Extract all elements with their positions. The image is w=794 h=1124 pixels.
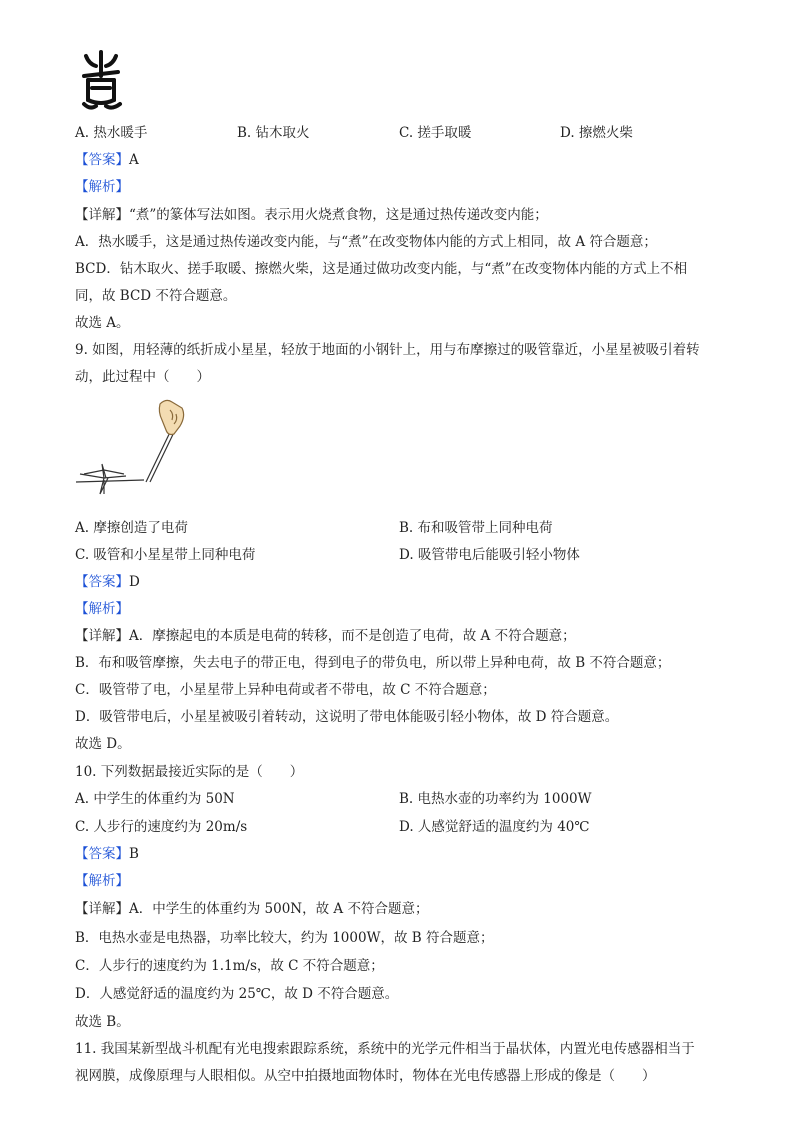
- q10-option-a: A. 中学生的体重约为 50N: [75, 791, 235, 807]
- q8-option-d: D. 擦燃火柴: [560, 125, 633, 141]
- q8-option-c: C. 搓手取暖: [399, 125, 472, 141]
- q10-option-d: D. 人感觉舒适的温度约为 40℃: [399, 819, 590, 835]
- q8-detail: 【详解】“煮”的篆体写法如图。表示用火烧煮食物，这是通过热传递改变内能；: [75, 207, 548, 223]
- q8-analysis-tag: 【解析】: [75, 179, 129, 195]
- q10-stem: 10. 下列数据最接近实际的是（ ）: [75, 764, 304, 780]
- q10-line-2: B．电热水壶是电热器，功率比较大，约为 1000W，故 B 符合题意；: [75, 930, 494, 946]
- q8-line-2: BCD．钻木取火、搓手取暖、擦燃火柴，这是通过做功改变内能，与“煮”在改变物体内能的方式上不相: [75, 261, 688, 277]
- q8-option-b: B. 钻木取火: [237, 125, 310, 141]
- seal-script-zhu-figure: [76, 50, 126, 112]
- q10-answer: [75, 845, 139, 863]
- q9-line-4: D．吸管带电后，小星星被吸引着转动，这说明了带电体能吸引轻小物体，故 D 符合题意。: [75, 709, 619, 725]
- q8-conclusion: 故选 A。: [75, 315, 130, 331]
- answer-tag: 【答案】: [75, 574, 129, 590]
- q9-option-a: A. 摩擦创造了电荷: [75, 520, 188, 536]
- q9-stem-line-2: 动，此过程中（ ）: [75, 369, 210, 385]
- q9-option-d: D. 吸管带电后能吸引轻小物体: [399, 547, 580, 563]
- q10-line-3: C．人步行的速度约为 1.1m/s，故 C 不符合题意；: [75, 958, 384, 974]
- q9-line-3: C．吸管带了电，小星星带上异种电荷或者不带电，故 C 不符合题意；: [75, 682, 496, 698]
- q10-line-4: D．人感觉舒适的温度约为 25℃，故 D 不符合题意。: [75, 986, 399, 1002]
- q10-option-c: C. 人步行的速度约为 20m/s: [75, 819, 248, 835]
- q8-answer: [75, 151, 139, 169]
- q8-option-a: A. 热水暖手: [75, 125, 148, 141]
- q9-line-1: 【详解】A．摩擦起电的本质是电荷的转移，而不是创造了电荷，故 A 不符合题意；: [75, 628, 576, 644]
- q8-line-1: A．热水暖手，这是通过热传递改变内能，与“煮”在改变物体内能的方式上相同，故 A 符合题意；: [75, 234, 657, 250]
- q9-option-c: C. 吸管和小星星带上同种电荷: [75, 547, 256, 563]
- q11-stem-line-1: 11. 我国某新型战斗机配有光电搜索跟踪系统，系统中的光学元件相当于晶状体，内置光电传感器相当于: [75, 1041, 695, 1057]
- answer-value: D: [129, 574, 140, 590]
- q10-analysis-tag: 【解析】: [75, 873, 129, 889]
- q10-option-b: B. 电热水壶的功率约为 1000W: [399, 791, 592, 807]
- answer-value: A: [129, 152, 139, 168]
- q9-analysis-tag: 【解析】: [75, 601, 129, 617]
- q10-conclusion: 故选 B。: [75, 1014, 130, 1030]
- q9-line-2: B．布和吸管摩擦，失去电子的带正电，得到电子的带负电，所以带上异种电荷，故 B 不符合题意；: [75, 655, 671, 671]
- q9-answer: [75, 573, 140, 591]
- q9-conclusion: 故选 D。: [75, 736, 131, 752]
- q9-option-b: B. 布和吸管带上同种电荷: [399, 520, 553, 536]
- answer-tag: 【答案】: [75, 846, 129, 862]
- answer-value: B: [129, 846, 139, 862]
- q9-stem-line-1: 9. 如图，用轻薄的纸折成小星星，轻放于地面的小钢针上，用与布摩擦过的吸管靠近，小星星被吸引着转: [75, 342, 700, 358]
- answer-tag: 【答案】: [75, 152, 129, 168]
- q8-line-3: 同，故 BCD 不符合题意。: [75, 288, 237, 304]
- q9-star-straw-figure: [74, 394, 194, 514]
- q11-stem-line-2: 视网膜，成像原理与人眼相似。从空中拍摄地面物体时，物体在光电传感器上形成的像是（ ）: [75, 1068, 656, 1084]
- q10-line-1: 【详解】A．中学生的体重约为 500N，故 A 不符合题意；: [75, 901, 429, 917]
